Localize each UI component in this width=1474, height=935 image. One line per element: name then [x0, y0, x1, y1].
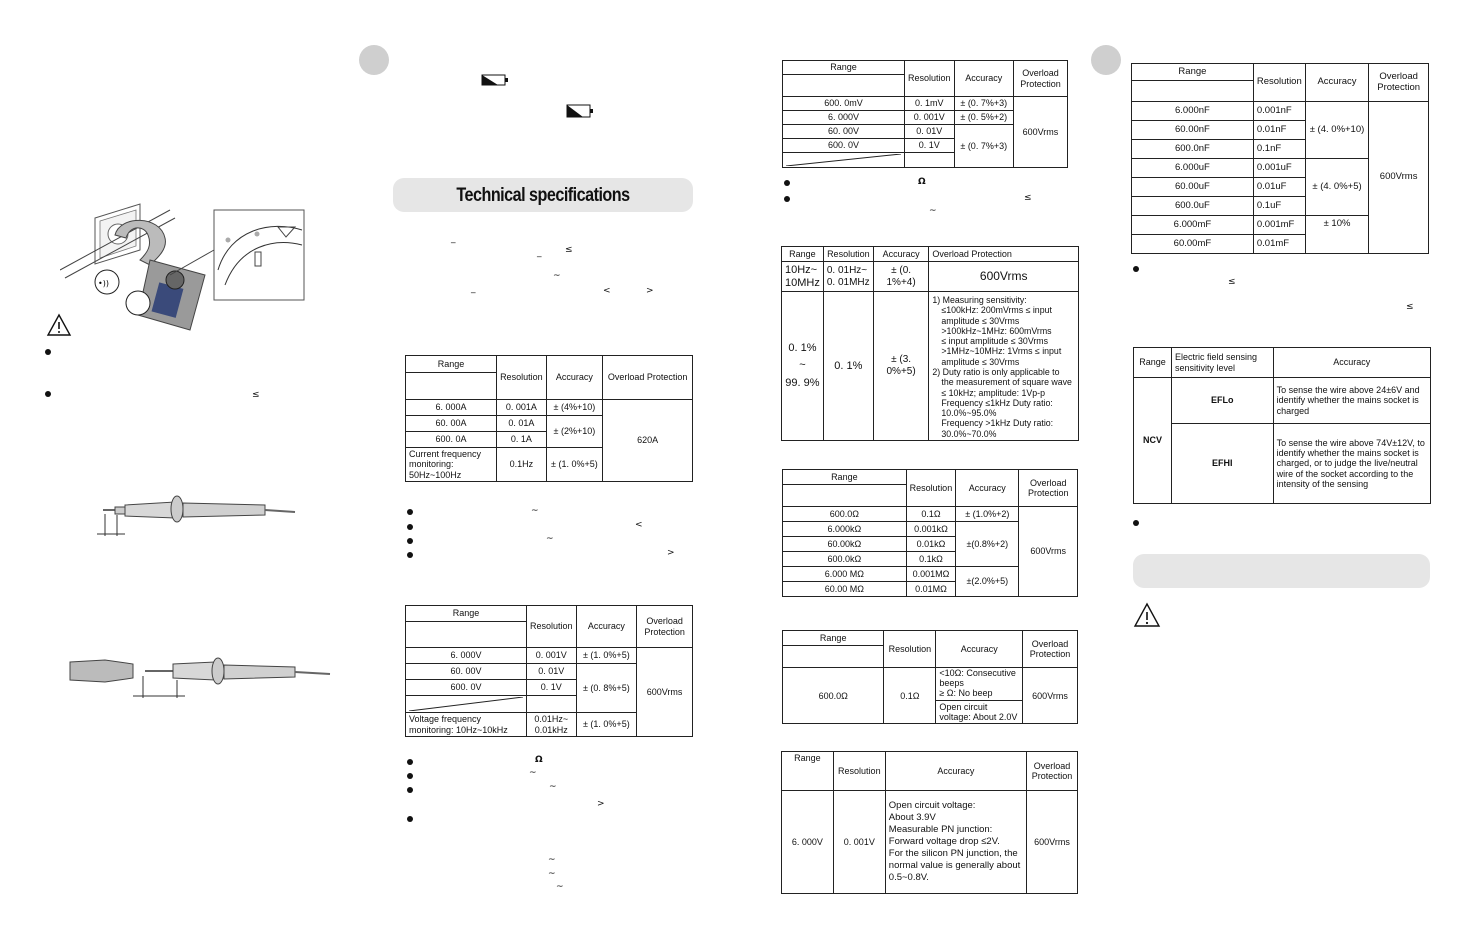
bullet-point: [784, 196, 790, 202]
cell-accuracy: ± (1. 0%+5): [546, 448, 603, 482]
header-range-blank: [783, 485, 907, 507]
header-accuracy: Accuracy: [1305, 64, 1369, 102]
cell-range: 6.000uF: [1132, 159, 1254, 178]
cell-range: 6.000nF: [1132, 102, 1254, 121]
symbol-le: ≤: [1024, 193, 1032, 203]
header-accuracy: Accuracy: [956, 470, 1019, 507]
cell-range: 600.0kΩ: [783, 552, 907, 567]
svg-text:•)): •)): [98, 279, 109, 288]
cell-range: 600.0uF: [1132, 197, 1254, 216]
header-range: Range: [783, 61, 905, 75]
cell-resolution: 0.001MΩ: [906, 567, 956, 582]
cell-range: 60.00nF: [1132, 121, 1254, 140]
cell-resolution: 0.1kΩ: [906, 552, 956, 567]
bullet-point: [45, 349, 51, 355]
cell-accuracy: ± (1. 0%+5): [576, 648, 637, 664]
cell-range: 6. 000V: [783, 111, 905, 125]
header-accuracy: Accuracy: [873, 247, 929, 262]
bullet-point: [784, 180, 790, 186]
warning-icon: [1133, 602, 1161, 633]
cell-range: 60. 00A: [406, 416, 497, 432]
capacitance-spec-table: [1131, 63, 1429, 254]
bullet-point: [407, 538, 413, 544]
diode-line: About 3.9V: [888, 812, 936, 824]
header-protection: Overload Protection: [1019, 470, 1078, 507]
cell-resolution: 0.1uF: [1253, 197, 1305, 216]
cell-accuracy-beeps: [936, 668, 1023, 701]
cell-range: 6. 000V: [782, 791, 834, 894]
note-line: 2) Duty ratio is only applicable to: [932, 366, 1060, 377]
diagonal-cell: [783, 153, 905, 168]
cell-level-efh: EFHI: [1171, 424, 1273, 504]
cell-protection: 600Vrms: [637, 648, 693, 737]
cell-resolution: 0.001mF: [1253, 216, 1305, 235]
cell-accuracy: To sense the wire above 24±6V and identify whether the mains socket is charged: [1273, 378, 1430, 424]
cell-range: 6. 000V: [406, 648, 527, 664]
header-range-blank: [783, 646, 884, 668]
note-line: 10.0%~95.0%: [941, 408, 997, 419]
page-number-circle: [1091, 45, 1121, 75]
bullet-point: [1133, 520, 1139, 526]
symbol-tilde: ~: [548, 869, 556, 879]
bullet-point: [407, 759, 413, 765]
cell-accuracy: ± (1. 0%+5): [576, 713, 637, 737]
cell-range: 60.00mF: [1132, 235, 1254, 254]
symbol-tilde: ~: [529, 768, 537, 778]
symbol-tilde: ~: [553, 271, 561, 281]
cell-protection: 600Vrms: [1023, 668, 1078, 724]
header-accuracy: Accuracy: [576, 606, 637, 648]
cell-resolution: 0.01kΩ: [906, 537, 956, 552]
symbol-le: ≤: [1228, 277, 1236, 287]
cell-range: 600. 0V: [406, 680, 527, 696]
symbol-le: ≤: [252, 390, 260, 400]
cell-accuracy: ± (4%+10): [546, 400, 603, 416]
symbol-underscore: _: [537, 248, 542, 258]
cell-protection: 600Vrms: [929, 262, 1079, 292]
frequency-spec-table: [781, 246, 1079, 441]
symbol-tilde: ~: [531, 506, 539, 516]
header-accuracy: Accuracy: [936, 631, 1023, 668]
note-line: ≤100kHz: 200mVrms ≤ input: [941, 305, 1052, 316]
header-resolution: Resolution: [823, 247, 873, 262]
current-spec-table: [405, 355, 693, 482]
symbol-underscore: _: [471, 284, 476, 294]
cell-resolution: 0.01nF: [1253, 121, 1305, 140]
page-number-circle: [359, 45, 389, 75]
cell-accuracy: ± (0. 8%+5): [576, 664, 637, 713]
symbol-ohm: Ω: [918, 177, 926, 187]
low-battery-icon: [481, 73, 511, 91]
header-accuracy: Accuracy: [885, 752, 1026, 791]
header-range: Range: [783, 470, 907, 485]
header-accuracy: Accuracy: [954, 61, 1013, 97]
cell-accuracy: ± (0. 5%+2): [954, 111, 1013, 125]
note-line: 1) Measuring sensitivity:: [932, 295, 1027, 305]
header-range: Range: [1134, 348, 1172, 378]
cell-resolution: 0. 1A: [497, 432, 547, 448]
note-line: 30.0%~70.0%: [941, 428, 997, 439]
cell-blank: [527, 696, 577, 713]
note-line: amplitude ≤ 30Vrms: [941, 315, 1020, 326]
note-line: amplitude ≤ 30Vrms: [941, 356, 1020, 367]
cell-resolution: 0.001nF: [1253, 102, 1305, 121]
cell-range: 60.00uF: [1132, 178, 1254, 197]
low-battery-icon: [566, 104, 596, 123]
cell-accuracy: ± (4. 0%+5): [1305, 159, 1369, 216]
cell-accuracy: ± (0. 7%+3): [954, 125, 1013, 168]
diode-spec-table: [781, 751, 1078, 894]
symbol-lt: <: [635, 520, 643, 530]
beep-line: <10Ω: Consecutive beeps: [939, 668, 1016, 688]
symbol-underscore: _: [451, 234, 456, 244]
header-resolution: Resolution: [884, 631, 936, 668]
cell-resolution: 0.01mF: [1253, 235, 1305, 254]
cell-range: NCV: [1134, 378, 1172, 504]
section-banner: [1133, 554, 1430, 588]
ac-voltage-spec-table: [405, 605, 693, 737]
cell-resolution: 0. 1mV: [905, 97, 955, 111]
cell-notes: [929, 292, 1079, 441]
header-protection: Overload Protection: [603, 356, 693, 400]
cell-resolution: 0. 01V: [527, 664, 577, 680]
bullet-point: [407, 552, 413, 558]
cell-accuracy: To sense the wire above 74V±12V, to identify whether the mains socket is charged, or to judge the live/neutral wire of the socket according to the intensity of the sensing: [1273, 424, 1430, 504]
diode-line: Forward voltage drop ≤2V.: [888, 836, 1000, 848]
cell-resolution: 0.01uF: [1253, 178, 1305, 197]
header-resolution: Resolution: [906, 470, 956, 507]
cell-resolution: 0.1Hz: [497, 448, 547, 482]
bullet-point: [45, 391, 51, 397]
header-resolution: Resolution: [1253, 64, 1305, 102]
cell-resolution: 0. 1V: [527, 680, 577, 696]
cell-accuracy: ± (0. 7%+3): [954, 97, 1013, 111]
cell-protection: 600Vrms: [1013, 97, 1067, 168]
header-resolution: Resolution: [833, 752, 885, 791]
cell-range: 6.000kΩ: [783, 522, 907, 537]
cell-resolution: 0. 001V: [527, 648, 577, 664]
cell-accuracy: ± (1.0%+2): [956, 507, 1019, 522]
symbol-tilde: ~: [556, 882, 564, 892]
cell-range: Voltage frequency monitoring: 10Hz~10kHz: [406, 713, 527, 737]
cell-resolution: 0.001uF: [1253, 159, 1305, 178]
note-line: Frequency ≤1kHz Duty ratio:: [941, 397, 1053, 408]
header-range: Range: [782, 247, 824, 262]
cell-resolution: 0. 001A: [497, 400, 547, 416]
cell-range: 600. 0V: [783, 139, 905, 153]
cell-resolution: 0. 01Hz~ 0. 01MHz: [823, 262, 873, 292]
cell-range: 6. 000A: [406, 400, 497, 416]
cell-range: 600.0Ω: [783, 668, 884, 724]
symbol-gt: >: [646, 286, 654, 296]
cell-protection: 600Vrms: [1369, 102, 1429, 254]
cell-range: 600. 0mV: [783, 97, 905, 111]
diagonal-cell: [406, 696, 527, 713]
header-range-blank: [1132, 81, 1254, 102]
note-line: >1MHz~10MHz: 1Vrms ≤ input: [941, 346, 1062, 357]
cell-resolution: 0. 01V: [905, 125, 955, 139]
cell-resolution: 0.01MΩ: [906, 582, 956, 597]
cell-accuracy: ± (4. 0%+10): [1305, 102, 1369, 159]
note-line: the measurement of square wave: [941, 377, 1072, 388]
cell-range: 6.000 MΩ: [783, 567, 907, 582]
cell-range: Current frequency monitoring: 50Hz~100Hz: [406, 448, 497, 482]
symbol-gt: >: [597, 799, 605, 809]
diode-line: Measurable PN junction:: [888, 824, 993, 836]
section-title: Technical specifications: [456, 185, 630, 206]
probe-cap-illustration: [65, 650, 335, 705]
cell-accuracy: ± (2%+10): [546, 416, 603, 448]
cell-range: 10Hz~ 10MHz: [782, 262, 824, 292]
symbol-le: ≤: [1406, 302, 1414, 312]
cell-resolution: 0. 1%: [823, 292, 873, 441]
symbol-tilde: ~: [546, 534, 554, 544]
cell-resolution: 0.1Ω: [906, 507, 956, 522]
header-range-blank: [406, 373, 497, 400]
note-line: ≤ 10kHz; amplitude: 1Vp-p: [941, 387, 1045, 398]
cell-accuracy: ± (3. 0%+5): [873, 292, 929, 441]
header-protection: Overload Protection: [1027, 752, 1078, 791]
header-range: Range: [1132, 64, 1254, 81]
cell-accuracy: ± (0. 1%+4): [873, 262, 929, 292]
cell-range: 600. 0A: [406, 432, 497, 448]
symbol-tilde: ~: [549, 782, 557, 792]
cell-resolution: 0. 001V: [833, 791, 885, 894]
note-line: >100kHz~1MHz: 600mVrms: [941, 325, 1052, 336]
cell-resolution: 0.1Ω: [884, 668, 936, 724]
clamp-meter-illustration: [60, 190, 310, 340]
cell-accuracy: [885, 791, 1026, 894]
duty-sep: ~: [799, 359, 806, 372]
header-accuracy: Accuracy: [1273, 348, 1430, 378]
cell-accuracy: ±(0.8%+2): [956, 522, 1019, 567]
cell-range: 60.00kΩ: [783, 537, 907, 552]
symbol-lt: <: [603, 286, 611, 296]
header-protection: Overload Protection: [1013, 61, 1067, 97]
cell-accuracy: ±(2.0%+5): [956, 567, 1019, 597]
diode-line: 0.5~0.8V.: [888, 871, 929, 883]
cell-resolution: 0.001kΩ: [906, 522, 956, 537]
header-range: Range: [783, 631, 884, 646]
duty-min: 0. 1%: [788, 341, 817, 354]
bullet-point: [1133, 266, 1139, 272]
header-range-blank: [406, 622, 527, 648]
header-protection: Overload Protection: [1023, 631, 1078, 668]
cell-range: 60. 00V: [783, 125, 905, 139]
bullet-point: [407, 787, 413, 793]
bullet-point: [407, 773, 413, 779]
cell-accuracy-voltage: Open circuit voltage: About 2.0V: [936, 700, 1023, 724]
cell-range: 60.00 MΩ: [783, 582, 907, 597]
test-probe-illustration: [95, 488, 305, 543]
symbol-gt: >: [667, 548, 675, 558]
header-protection: Overload Protection: [929, 247, 1079, 262]
continuity-spec-table: [782, 630, 1078, 724]
diode-line: Open circuit voltage:: [888, 800, 976, 812]
cell-range: 600.0nF: [1132, 140, 1254, 159]
header-resolution: Resolution: [905, 61, 955, 97]
diode-line: For the silicon PN junction, the: [888, 847, 1018, 859]
bullet-point: [407, 816, 413, 822]
cell-range-duty: [782, 292, 824, 441]
cell-protection: 600Vrms: [1027, 791, 1078, 894]
resistance-spec-table: [782, 469, 1078, 597]
note-line: ≤ input amplitude ≤ 30Vrms: [941, 336, 1049, 347]
cell-resolution: 0. 1V: [905, 139, 955, 153]
cell-level-efl: EFLo: [1171, 378, 1273, 424]
symbol-tilde: ~: [929, 206, 937, 216]
cell-resolution: 0.1nF: [1253, 140, 1305, 159]
header-resolution: Resolution: [527, 606, 577, 648]
bullet-point: [407, 509, 413, 515]
symbol-le: ≤: [565, 245, 573, 255]
ncv-spec-table: [1133, 347, 1431, 504]
header-range-blank: [783, 75, 905, 97]
cell-range: 600.0Ω: [783, 507, 907, 522]
cell-accuracy: ± 10%: [1305, 216, 1369, 254]
cell-resolution: 0. 01A: [497, 416, 547, 432]
symbol-ohm: Ω: [535, 755, 543, 765]
dc-voltage-spec-table: [782, 60, 1068, 168]
cell-protection: 620A: [603, 400, 693, 482]
header-range: Range: [406, 356, 497, 373]
cell-range: 60. 00V: [406, 664, 527, 680]
header-range: Range: [782, 752, 834, 791]
header-protection: Overload Protection: [1369, 64, 1429, 102]
diode-line: normal value is generally about: [888, 859, 1021, 871]
header-protection: Overload Protection: [637, 606, 693, 648]
header-range: Range: [406, 606, 527, 622]
cell-range: 6.000mF: [1132, 216, 1254, 235]
cell-blank: [905, 153, 955, 168]
warning-icon: [46, 313, 72, 342]
header-accuracy: Accuracy: [546, 356, 603, 400]
symbol-tilde: ~: [548, 855, 556, 865]
bullet-point: [407, 524, 413, 530]
duty-max: 99. 9%: [785, 376, 820, 389]
cell-resolution: 0. 001V: [905, 111, 955, 125]
header-sensitivity: Electric field sensing sensitivity level: [1171, 348, 1273, 378]
header-resolution: Resolution: [497, 356, 547, 400]
cell-protection: 600Vrms: [1019, 507, 1078, 597]
cell-resolution: 0.01Hz~ 0.01kHz: [527, 713, 577, 737]
beep-line: ≥ Ω: No beep: [939, 687, 993, 698]
note-line: Frequency >1kHz Duty ratio:: [941, 418, 1054, 429]
